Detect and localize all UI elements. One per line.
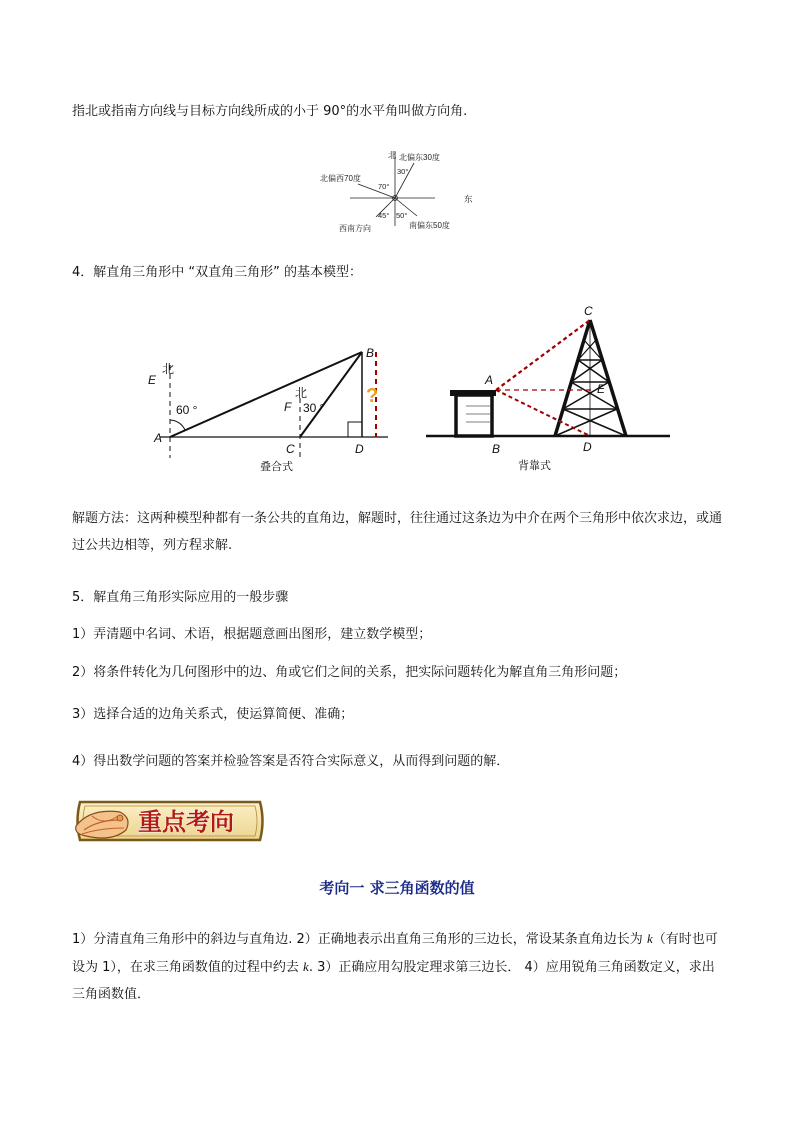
variable-k: k bbox=[646, 931, 653, 946]
sight-line-ad bbox=[496, 390, 590, 436]
compass-ne-label: 北偏东30度 bbox=[399, 153, 440, 162]
label-D: D bbox=[355, 442, 364, 456]
stacked-model-figure bbox=[140, 340, 395, 475]
step-2: 2）将条件转化为几何图形中的边、角或它们之间的关系，把实际问题转化为解直角三角形问题； bbox=[72, 665, 627, 680]
building-label-A: A bbox=[485, 373, 494, 387]
section-body-part-1: 1）分清直角三角形中的斜边与直角边. 2）正确地表示出直角三角形的三边长，常设某条直角边长为 bbox=[72, 932, 647, 947]
step-1: 1）弄清题中名词、术语，根据题意画出图形，建立数学模型； bbox=[72, 627, 432, 642]
compass-north-label: 北 bbox=[388, 150, 397, 160]
compass-nw-label: 北偏西70度 bbox=[320, 174, 361, 183]
angle-arc-60 bbox=[170, 420, 185, 430]
compass-se-label: 南偏东50度 bbox=[409, 221, 450, 230]
step-4: 4）得出数学问题的答案并检验答案是否符合实际意义，从而得到问题的解． bbox=[72, 754, 510, 769]
badge-text: 重点考向 bbox=[138, 809, 234, 836]
compass-direction-diagram bbox=[318, 146, 478, 236]
tower-label-C: C bbox=[584, 304, 593, 318]
model-heading: 4．解直角三角形中 “双直角三角形” 的基本模型： bbox=[72, 265, 363, 280]
compass-angle-45: 45° bbox=[378, 211, 390, 220]
section-body bbox=[72, 925, 724, 1008]
line-ab bbox=[170, 352, 362, 437]
steps-heading: 5．解直角三角形实际应用的一般步骤 bbox=[72, 590, 289, 605]
angle-30-label: 30 ° bbox=[303, 401, 325, 415]
label-E: E bbox=[148, 373, 157, 387]
back-to-back-model-figure bbox=[420, 298, 680, 476]
method-paragraph: 解题方法：这两种模型种都有一条公共的直角边，解题时，往往通过这条边为中介在两个三角形中依次求边，或通过公共边相等，列方程求解. bbox=[72, 511, 723, 553]
building-label-B: B bbox=[492, 442, 501, 456]
variable-k-2: k bbox=[303, 959, 309, 974]
label-F: F bbox=[284, 400, 292, 414]
label-B: B bbox=[366, 346, 375, 360]
compass-sw-label: 西南方向 bbox=[339, 224, 371, 233]
north-label-1: 北 bbox=[162, 362, 175, 376]
caption-stacked: 叠合式 bbox=[260, 461, 293, 473]
section-title: 考向一 求三角函数的值 bbox=[319, 879, 475, 897]
ray-nw-70 bbox=[358, 184, 395, 198]
caption-back-to-back: 背靠式 bbox=[518, 460, 551, 472]
step-3: 3）选择合适的边角关系式，使运算简便、准确； bbox=[72, 707, 354, 722]
compass-angle-30: 30° bbox=[397, 167, 409, 176]
building-icon bbox=[450, 390, 496, 436]
tower-label-E: E bbox=[597, 382, 606, 396]
question-mark-icon: ? bbox=[366, 385, 379, 407]
key-direction-badge bbox=[72, 796, 268, 846]
angle-60-label: 60 ° bbox=[176, 403, 198, 417]
sight-line-ac bbox=[496, 320, 590, 390]
label-A: A bbox=[154, 431, 163, 445]
label-C: C bbox=[286, 442, 295, 456]
compass-angle-70: 70° bbox=[378, 182, 390, 191]
compass-east-label: 东 bbox=[464, 194, 473, 204]
north-label-2: 北 bbox=[295, 386, 308, 400]
section-body-part-2: （有时也可设为 1），在求三角函数值的过程中约去 bbox=[72, 932, 718, 975]
right-angle-mark bbox=[348, 422, 362, 437]
section-body-part-3: . 3）正确应用勾股定理求第三边长． 4）应用锐角三角函数定义，求出三角函数值． bbox=[72, 960, 715, 1002]
direction-angle-definition: 指北或指南方向线与目标方向线所成的小于 90°的水平角叫做方向角. bbox=[72, 104, 468, 119]
tower-label-D: D bbox=[583, 440, 592, 454]
compass-angle-50: 50° bbox=[396, 211, 408, 220]
